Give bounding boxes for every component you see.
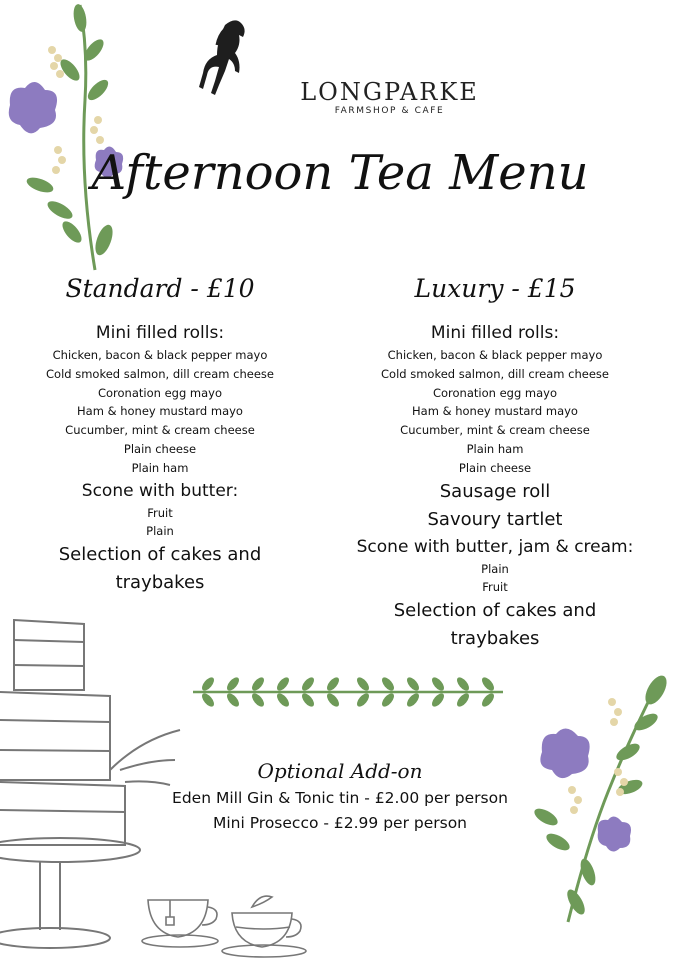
standard-cakes-line1: Selection of cakes and — [58, 544, 262, 566]
list-item: Coronation egg mayo — [97, 385, 223, 400]
list-item: Plain cheese — [123, 441, 197, 456]
standard-scone-heading: Scone with butter: — [81, 480, 239, 501]
addon-title: Optional Add-on — [257, 759, 423, 783]
list-item: Fruit — [482, 580, 508, 595]
standard-cakes-line2: traybakes — [115, 572, 205, 594]
list-item: Cold smoked salmon, dill cream cheese — [46, 366, 274, 381]
addon-item: Eden Mill Gin & Tonic tin - £2.00 per person — [172, 789, 508, 807]
luxury-scone-heading: Scone with butter, jam & cream: — [356, 536, 634, 557]
standard-column — [10, 272, 310, 597]
luxury-column — [345, 272, 645, 653]
list-item: Ham & honey mustard mayo — [412, 404, 578, 419]
list-item: Cucumber, mint & cream cheese — [400, 423, 590, 438]
brand-subtitle: FARMSHOP & CAFE — [334, 106, 445, 116]
luxury-extra-item: Savoury tartlet — [427, 508, 563, 530]
list-item: Coronation egg mayo — [432, 385, 558, 400]
list-item: Chicken, bacon & black pepper mayo — [52, 348, 268, 362]
list-item: Cucumber, mint & cream cheese — [65, 423, 255, 438]
leaf-garland-icon — [188, 672, 508, 712]
list-item: Plain ham — [131, 460, 189, 475]
luxury-cakes-line2: traybakes — [450, 628, 540, 650]
menu-title: Afternoon Tea Menu — [91, 145, 589, 201]
flower-sprig-icon — [0, 0, 130, 280]
list-item: Plain — [146, 524, 174, 539]
list-item: Ham & honey mustard mayo — [77, 404, 243, 419]
list-item: Plain — [481, 561, 509, 576]
standard-heading: Standard - £10 — [65, 274, 255, 303]
addon-item: Mini Prosecco - £2.99 per person — [212, 814, 468, 832]
brand-name: LONGPARKE — [300, 78, 479, 106]
list-item: Cold smoked salmon, dill cream cheese — [381, 366, 609, 381]
luxury-rolls-heading: Mini filled rolls: — [430, 323, 560, 343]
list-item: Plain cheese — [458, 460, 532, 475]
list-item: Chicken, bacon & black pepper mayo — [387, 348, 603, 362]
addon-section — [100, 756, 580, 836]
teacup-icon — [140, 885, 330, 965]
list-item: Plain ham — [466, 441, 524, 456]
luxury-extra-item: Sausage roll — [439, 480, 551, 502]
luxury-heading: Luxury - £15 — [414, 274, 576, 303]
luxury-cakes-line1: Selection of cakes and — [393, 600, 597, 622]
list-item: Fruit — [147, 505, 173, 520]
standard-rolls-heading: Mini filled rolls: — [95, 323, 225, 343]
